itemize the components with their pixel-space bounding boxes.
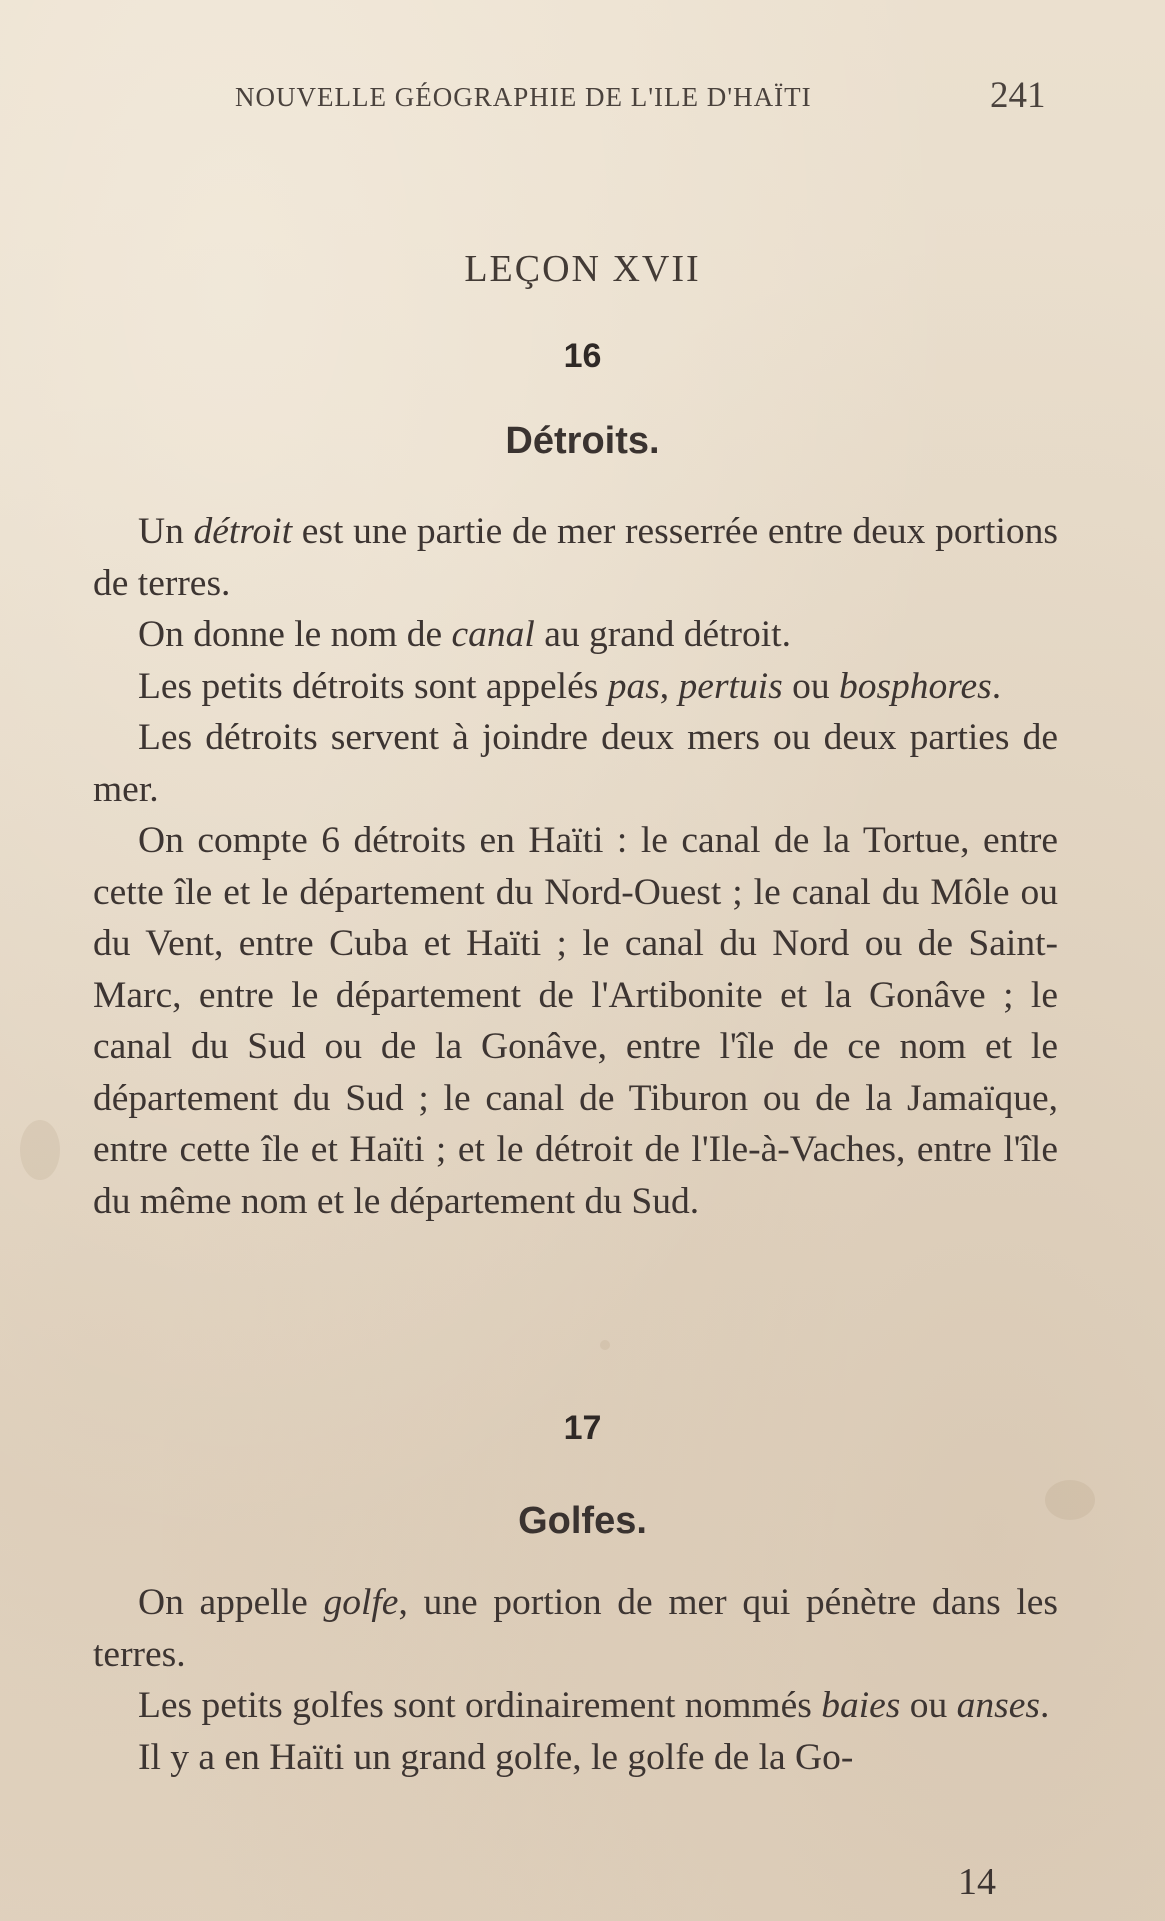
- paragraph: Les petits golfes sont ordinairement nommés baies ou anses.: [138, 1685, 1050, 1726]
- paper-stain: [600, 1340, 610, 1350]
- running-header: NOUVELLE GÉOGRAPHIE DE L'ILE D'HAÏTI: [235, 82, 812, 112]
- section-body: [93, 1577, 1058, 1783]
- section-heading: Détroits.: [505, 420, 660, 462]
- paragraph: On appelle golfe, une portion de mer qui pénètre dans les terres.: [93, 1582, 1058, 1675]
- paragraph: Un détroit est une partie de mer resserrée entre deux portions de terres.: [93, 511, 1058, 604]
- paragraph: Les petits détroits sont appelés pas, pertuis ou bosphores.: [138, 665, 1002, 707]
- paragraph: Il y a en Haïti un grand golfe, le golfe de la Go-: [138, 1736, 854, 1778]
- paper-stain: [20, 1120, 60, 1180]
- page-number: 241: [990, 75, 1046, 116]
- lesson-title: LEÇON XVII: [464, 248, 701, 290]
- section-number: 17: [563, 1409, 602, 1447]
- paragraph: On compte 6 détroits en Haïti : le canal de la Tortue, entre cette île et le département du Nord-Ouest ; le canal du Môle ou du Vent, entre Cuba et Haïti ; le canal du Nord ou de Saint-Marc, entre le département de l'Artibonite et la Gonâve ; le canal du Sud ou de la Gonâve, entre l'île de ce nom et le département du Sud ; le canal de Tiburon ou de la Jamaïque, entre cette île et Haïti ; et le détroit de l'Ile-à-Vaches, entre l'île du même nom et le département du Sud.: [93, 820, 1058, 1222]
- section-heading: Golfes.: [518, 1500, 647, 1542]
- section-body: [93, 506, 1058, 1227]
- section-number: 16: [563, 337, 602, 375]
- paragraph: On donne le nom de canal au grand détroit.: [138, 614, 791, 655]
- signature-mark: 14: [958, 1861, 996, 1903]
- paragraph: Les détroits servent à joindre deux mers ou deux parties de mer.: [93, 717, 1058, 810]
